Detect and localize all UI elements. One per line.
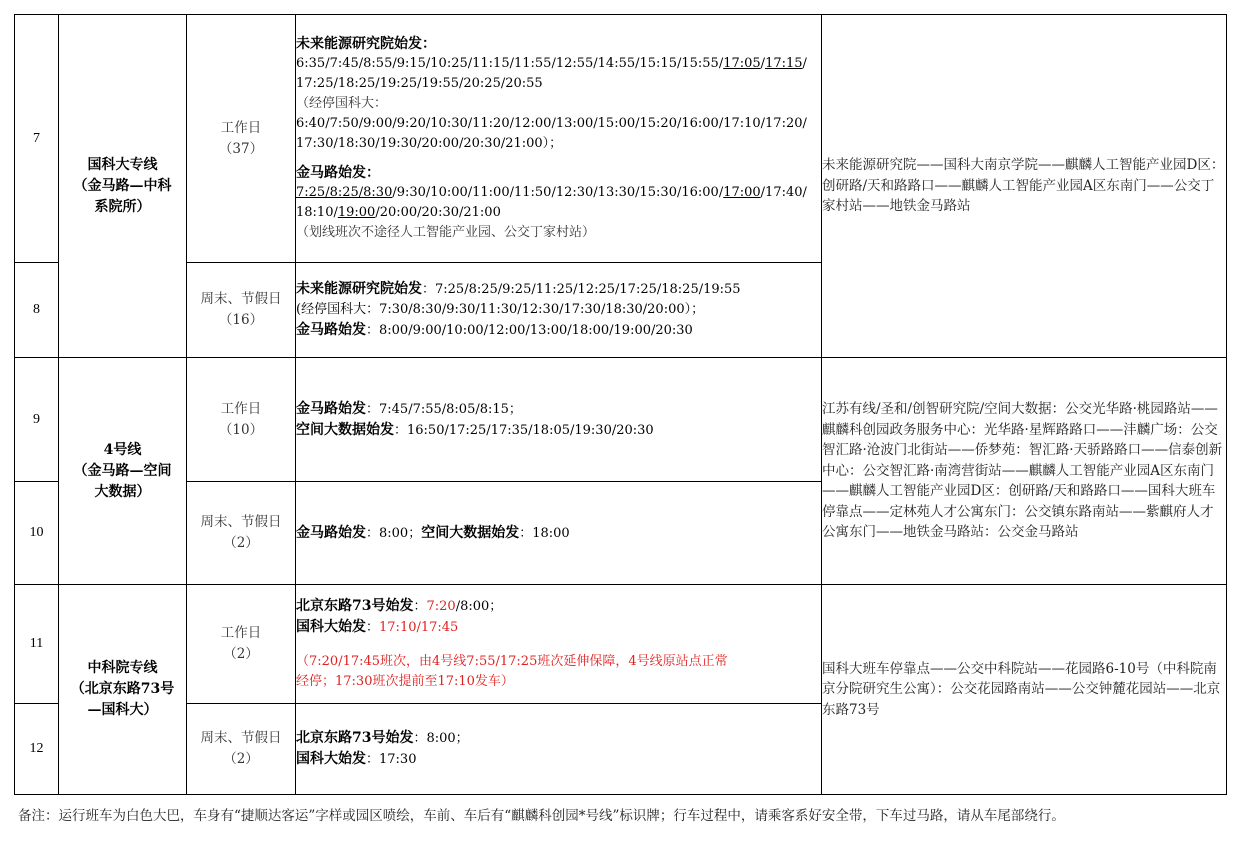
time-line: 北京东路73号始发：8:00； bbox=[296, 730, 469, 746]
route-terminals: （金马路—中科 bbox=[73, 177, 172, 194]
row-number: 8 bbox=[15, 263, 59, 358]
route-stops: 未来能源研究院——国科大南京学院——麒麟人工智能产业园D区：创研路/天和路路口——麒麟人工智能产业园A区东南门——公交丁家村站——地铁金马路站 bbox=[822, 15, 1227, 358]
day-type: 工作日 bbox=[220, 119, 262, 136]
day-type-cell bbox=[187, 585, 296, 704]
route-terminals-cont: 系院所） bbox=[94, 198, 151, 215]
time-line: 国科大始发：17:30 bbox=[296, 751, 417, 767]
time-line: 空间大数据始发：16:50/17:25/17:35/18:05/19:30/20:30 bbox=[296, 421, 654, 438]
row-number: 10 bbox=[15, 482, 59, 585]
route-terminals: （金马路—空间 bbox=[73, 462, 172, 479]
table-row bbox=[15, 585, 1227, 704]
route-name: 中科院专线 bbox=[87, 660, 158, 676]
day-type: 周末、节假日 bbox=[200, 514, 282, 530]
day-type-cell bbox=[187, 263, 296, 358]
row-number: 12 bbox=[15, 704, 59, 795]
departure-times-cell bbox=[296, 704, 822, 795]
time-line: 17:25/18:25/19:25/19:55/20:25/20:55 bbox=[296, 76, 543, 91]
row-number: 11 bbox=[15, 585, 59, 704]
route-stops: 国科大班车停靠点——公交中科院站——花园路6-10号（中科院南京分院研究生公寓）：公交花园路南站——公交钟麓花园站——北京东路73号 bbox=[822, 585, 1227, 795]
row-number: 9 bbox=[15, 358, 59, 482]
trip-count: （16） bbox=[218, 312, 264, 328]
schedule-remark: （7:20/17:45班次，由4号线7:55/17:25班次延伸保障，4号线原站点正常 bbox=[296, 654, 728, 669]
trip-count: （2） bbox=[223, 751, 259, 767]
time-line: 金马路始发：8:00/9:00/10:00/12:00/13:00/18:00/19:00/20:30 bbox=[296, 322, 693, 338]
route-name-cell bbox=[59, 585, 187, 795]
time-line: 6:40/7:50/9:00/9:20/10:30/11:20/12:00/13:00/15:00/15:20/16:00/17:10/17:20/ bbox=[296, 116, 807, 131]
day-type: 工作日 bbox=[220, 400, 262, 417]
departure-times-cell bbox=[296, 482, 822, 585]
route-name: 国科大专线 bbox=[87, 156, 158, 173]
route-terminals-cont: —国科大） bbox=[87, 702, 158, 718]
route-name-cell bbox=[59, 358, 187, 585]
time-line: 17:30/18:30/19:30/20:00/20:30/21:00）； bbox=[296, 136, 563, 151]
route-name: 4号线 bbox=[103, 441, 142, 458]
day-type-cell bbox=[187, 15, 296, 263]
route-name-cell bbox=[59, 15, 187, 358]
trip-count: （37） bbox=[218, 140, 264, 157]
trip-count: （2） bbox=[223, 646, 259, 662]
trip-count: （2） bbox=[223, 535, 259, 551]
day-type-cell bbox=[187, 482, 296, 585]
trip-count: （10） bbox=[218, 421, 264, 438]
time-line: (经停国科大：7:30/8:30/9:30/11:30/12:30/17:30/18:30/20:00）； bbox=[296, 302, 705, 317]
schedule-remark-cont: 经停；17:30班次提前至17:10发车） bbox=[296, 674, 514, 689]
departure-times-cell bbox=[296, 585, 822, 704]
day-type: 工作日 bbox=[220, 625, 262, 641]
route-terminals: （北京东路73号 bbox=[70, 681, 175, 697]
time-line: 北京东路73号始发：7:20/8:00； bbox=[296, 598, 503, 614]
departure-origin: 未来能源研究院始发： bbox=[296, 36, 436, 52]
route-remark: （划线班次不途径人工智能产业园、公交丁家村站） bbox=[296, 225, 596, 240]
time-line: 18:10/19:00/20:00/20:30/21:00 bbox=[296, 205, 501, 220]
stopover-label: （经停国科大： bbox=[296, 96, 388, 111]
departure-times-cell bbox=[296, 263, 822, 358]
time-line: 金马路始发：7:45/7:55/8:05/8:15； bbox=[296, 400, 522, 417]
table-row bbox=[15, 15, 1227, 263]
time-line: 金马路始发：8:00；空间大数据始发：18:00 bbox=[296, 524, 570, 541]
day-type-cell bbox=[187, 704, 296, 795]
footnote: 备注：运行班车为白色大巴，车身有“捷顺达客运”字样或园区喷绘，车前、车后有“麒麟科创园*号线”标识牌；行车过程中，请乘客系好安全带，下车过马路，请从车尾部绕行。 bbox=[18, 808, 1065, 824]
day-type: 周末、节假日 bbox=[200, 291, 282, 307]
table-row bbox=[15, 358, 1227, 482]
bus-schedule-table bbox=[14, 14, 1227, 795]
day-type: 周末、节假日 bbox=[200, 730, 282, 746]
route-terminals-cont: 大数据） bbox=[94, 483, 151, 500]
time-line: 7:25/8:25/8:30/9:30/10:00/11:00/11:50/12:30/13:30/15:30/16:00/17:00/17:40/ bbox=[296, 185, 807, 200]
time-line: 国科大始发：17:10/17:45 bbox=[296, 619, 459, 635]
route-stops: 江苏有线/圣和/创智研究院/空间大数据：公交光华路·桃园路站——麒麟科创园政务服务中心：光华路·星辉路路口——沣麟广场：公交智汇路·沧波门北街站——侨梦苑：智汇路·天骄路路口——信泰创新中心：公交智汇路·南湾营街站——麒麟人工智能产业园A区东南门——麒麟人工智能产业园D区：创研路/天和路路口——国科大班车停靠点——定林苑人才公寓东门：公交镇东路南站——紫麒府人才公寓东门——地铁金马路站：公交金马路站 bbox=[822, 358, 1227, 585]
departure-origin: 金马路始发： bbox=[296, 165, 380, 181]
day-type-cell bbox=[187, 358, 296, 482]
departure-times-cell bbox=[296, 358, 822, 482]
time-line: 未来能源研究院始发：7:25/8:25/9:25/11:25/12:25/17:25/18:25/19:55 bbox=[296, 281, 741, 297]
time-line: 6:35/7:45/8:55/9:15/10:25/11:15/11:55/12:55/14:55/15:15/15:55/17:05/17:15/ bbox=[296, 56, 807, 71]
row-number: 7 bbox=[15, 15, 59, 263]
departure-times-cell bbox=[296, 15, 822, 263]
